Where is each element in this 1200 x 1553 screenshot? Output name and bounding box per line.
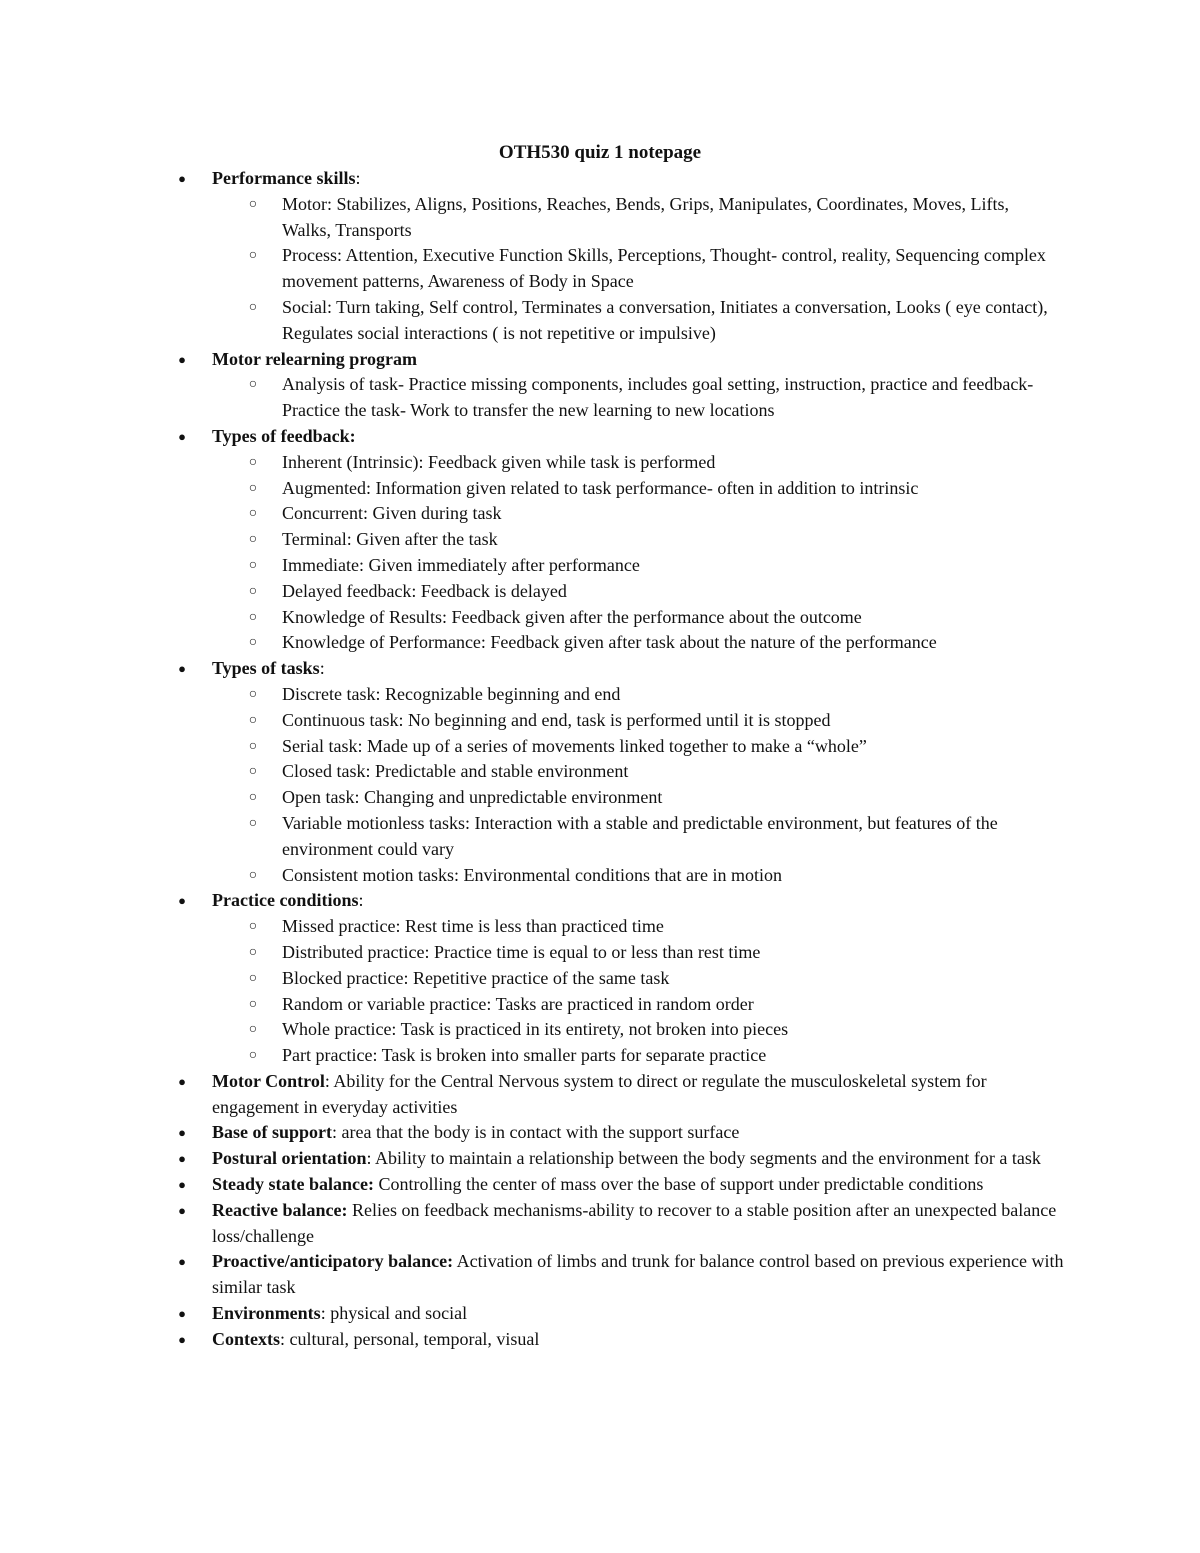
sub-list-item [248,605,1062,631]
sub-item-text: Serial task: Made up of a series of movements linked together to make a “whole” [282,735,867,756]
note-term: Steady state balance: [212,1174,374,1195]
sub-list-item [248,450,1062,476]
circle-bullet-icon: ○ [248,532,258,548]
note-term: Contexts [212,1328,280,1349]
note-item [0,166,1072,347]
sub-list-item [248,192,1062,244]
sub-list-item [248,476,1062,502]
bullet-icon: ● [178,1073,186,1089]
bullet-icon: ● [178,1306,186,1322]
note-text: Controlling the center of mass over the base of support under predictable conditions [373,1174,984,1195]
sub-item-text: Closed task: Predictable and stable environment [282,761,629,782]
note-item [0,1301,1072,1327]
circle-bullet-icon: ○ [248,996,258,1012]
sub-list-item [248,966,1062,992]
bullet-icon: ● [178,1331,186,1347]
bullet-icon: ● [178,1151,186,1167]
note-item [0,888,1072,1069]
circle-bullet-icon: ○ [248,196,258,212]
sub-item-text: Knowledge of Results: Feedback given after the performance about the outcome [282,606,862,627]
bullet-icon: ● [178,893,186,909]
sub-item-text: Analysis of task- Practice missing components, includes goal setting, instruction, practice and feedback- Practice the task- Work to transfer the new learning to new locations [282,374,1034,421]
sub-item-text: Process: Attention, Executive Function Skills, Perceptions, Thought- control, reality, Sequencing complex movement patterns, Awareness of Body in Space [282,245,1046,292]
note-text: : [358,890,364,911]
circle-bullet-icon: ○ [248,970,258,986]
sub-list [212,192,1072,347]
note-item [0,1198,1072,1250]
bullet-icon: ● [178,1254,186,1270]
sub-list [212,372,1072,424]
circle-bullet-icon: ○ [248,248,258,264]
circle-bullet-icon: ○ [248,790,258,806]
sub-item-text: Part practice: Task is broken into smaller parts for separate practice [282,1045,767,1066]
note-term: Postural orientation [212,1148,367,1169]
sub-item-text: Open task: Changing and unpredictable environment [282,787,663,808]
note-text: Relies on feedback mechanisms-ability to recover to a stable position after an unexpected balance loss/challenge [212,1199,1057,1246]
note-text: : cultural, personal, temporal, visual [280,1328,540,1349]
sub-list [212,914,1072,1069]
circle-bullet-icon: ○ [248,815,258,831]
sub-list-item [248,372,1062,424]
note-term: Types of tasks [212,658,320,679]
sub-item-text: Inherent (Intrinsic): Feedback given while task is performed [282,451,716,472]
sub-list-item [248,734,1062,760]
sub-list-item [248,682,1062,708]
sub-list-item [248,785,1062,811]
document-title: OTH530 quiz 1 notepage [498,142,702,163]
circle-bullet-icon: ○ [248,506,258,522]
bullet-icon: ● [178,428,186,444]
sub-item-text: Motor: Stabilizes, Aligns, Positions, Reaches, Bends, Grips, Manipulates, Coordinates, Moves, Lifts, Walks, Transports [282,193,1009,240]
sub-item-text: Whole practice: Task is practiced in its entirety, not broken into pieces [282,1019,789,1040]
sub-item-text: Missed practice: Rest time is less than practiced time [282,916,664,937]
note-text: : area that the body is in contact with the support surface [332,1122,740,1143]
circle-bullet-icon: ○ [248,299,258,315]
note-item [0,424,1072,656]
sub-item-text: Distributed practice: Practice time is equal to or less than rest time [282,941,761,962]
note-term: Proactive/anticipatory balance: [212,1251,454,1272]
sub-list-item [248,759,1062,785]
note-term: Environments [212,1303,321,1324]
circle-bullet-icon: ○ [248,583,258,599]
sub-list-item [248,708,1062,734]
note-term: Motor relearning program [212,348,417,369]
circle-bullet-icon: ○ [248,764,258,780]
bullet-icon: ● [178,1202,186,1218]
note-term: Performance skills [212,168,356,188]
bullet-icon: ● [178,351,186,367]
sub-item-text: Social: Turn taking, Self control, Terminates a conversation, Initiates a conversation, Looks ( eye contact), Regulates social interactions ( is not repetitive or impulsive) [282,296,1048,343]
sub-list-item [248,295,1062,347]
sub-list-item [248,1043,1062,1069]
note-term: Practice conditions [212,890,359,911]
circle-bullet-icon: ○ [248,609,258,625]
sub-item-text: Immediate: Given immediately after performance [282,554,640,575]
sub-list-item [248,553,1062,579]
sub-list-item [248,863,1062,889]
note-term: Types of feedback: [212,425,356,446]
note-text: Activation of limbs and trunk for balance control based on previous experience with similar task [212,1251,1064,1298]
notes-list [0,166,1072,1353]
sub-item-text: Augmented: Information given related to task performance- often in addition to intrinsic [282,477,919,498]
circle-bullet-icon: ○ [248,1048,258,1064]
sub-list-item [248,243,1062,295]
note-term: Motor Control [212,1070,325,1091]
circle-bullet-icon: ○ [248,454,258,470]
circle-bullet-icon: ○ [248,635,258,651]
circle-bullet-icon: ○ [248,686,258,702]
note-text: : [319,658,325,679]
sub-item-text: Terminal: Given after the task [282,529,498,550]
sub-item-text: Blocked practice: Repetitive practice of the same task [282,967,670,988]
note-text: : physical and social [320,1303,468,1324]
sub-list-item [248,527,1062,553]
sub-list-item [248,811,1062,863]
sub-item-text: Continuous task: No beginning and end, task is performed until it is stopped [282,709,831,730]
note-term: Base of support [212,1122,333,1143]
note-item [0,1146,1072,1172]
sub-list-item [248,1017,1062,1043]
note-item [0,1249,1072,1301]
bullet-icon: ● [178,1125,186,1141]
note-item [0,347,1072,424]
circle-bullet-icon: ○ [248,712,258,728]
sub-item-text: Delayed feedback: Feedback is delayed [282,580,567,601]
note-item [0,1327,1072,1353]
sub-list [212,682,1072,888]
sub-list-item [248,501,1062,527]
circle-bullet-icon: ○ [248,738,258,754]
circle-bullet-icon: ○ [248,944,258,960]
circle-bullet-icon: ○ [248,557,258,573]
sub-list-item [248,914,1062,940]
sub-item-text: Consistent motion tasks: Environmental conditions that are in motion [282,864,782,885]
note-term: Reactive balance: [212,1199,348,1220]
sub-item-text: Variable motionless tasks: Interaction with a stable and predictable environment, but features of the environment could vary [282,812,998,859]
circle-bullet-icon: ○ [248,1022,258,1038]
sub-list-item [248,579,1062,605]
sub-list-item [248,630,1062,656]
note-item [0,1069,1072,1121]
sub-item-text: Discrete task: Recognizable beginning and end [282,683,621,704]
circle-bullet-icon: ○ [248,919,258,935]
sub-item-text: Random or variable practice: Tasks are practiced in random order [282,993,754,1014]
note-text: : Ability for the Central Nervous system to direct or regulate the musculoskeletal system for engagement in everyday activities [212,1070,987,1117]
bullet-icon: ● [178,661,186,677]
note-item [0,1120,1072,1146]
circle-bullet-icon: ○ [248,480,258,496]
note-item [0,1172,1072,1198]
bullet-icon: ● [178,1177,186,1193]
bullet-icon: ● [178,171,186,186]
sub-item-text: Knowledge of Performance: Feedback given after task about the nature of the performance [282,632,937,653]
sub-list-item [248,940,1062,966]
sub-item-text: Concurrent: Given during task [282,503,502,524]
circle-bullet-icon: ○ [248,377,258,393]
note-text: : [355,168,361,188]
sub-list-item [248,992,1062,1018]
note-item [0,656,1072,888]
circle-bullet-icon: ○ [248,867,258,883]
sub-list [212,450,1072,656]
note-text: : Ability to maintain a relationship between the body segments and the environment for a task [366,1148,1041,1169]
